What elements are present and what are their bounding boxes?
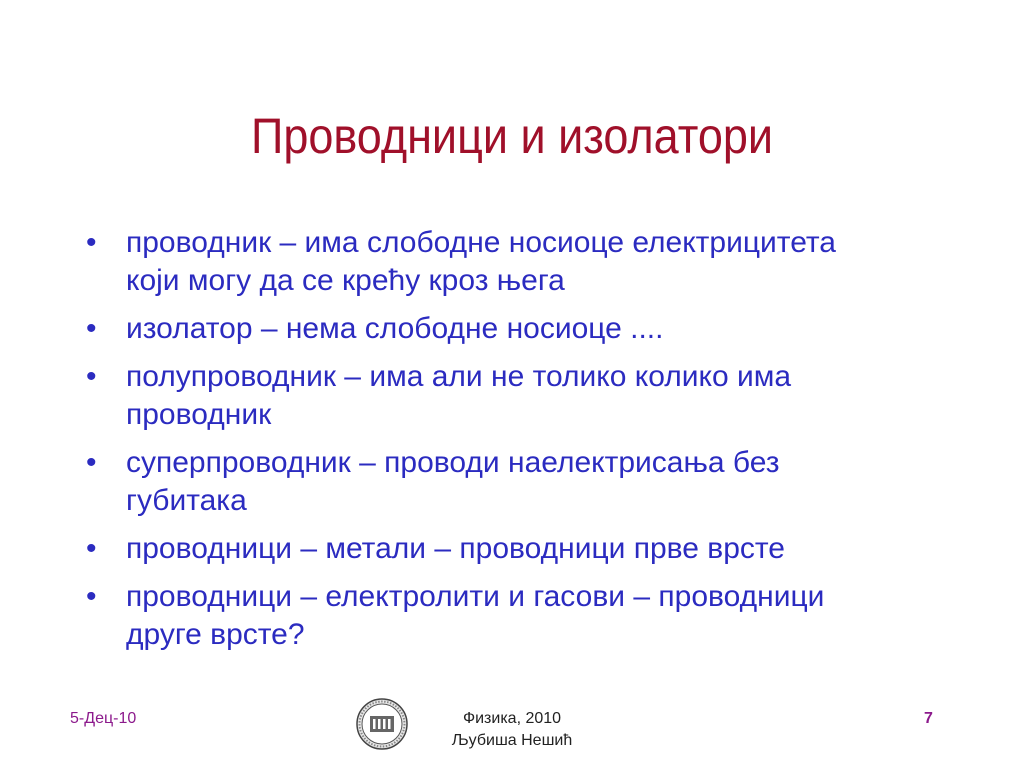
footer-author: Љубиша Нешић	[451, 732, 573, 749]
bullet-item	[86, 224, 966, 300]
footer-date: 5-Дец-10	[70, 710, 137, 727]
bullet-text-line2: губитака	[126, 484, 247, 517]
bullet-text-line2: који могу да се крећу кроз њега	[126, 264, 565, 297]
bullet-item	[86, 578, 966, 654]
bullet-item	[86, 310, 966, 348]
bullet-text-line1: проводници – електролити и гасови – проводници	[126, 580, 825, 613]
bullet-item	[86, 358, 966, 434]
page-number: 7	[924, 710, 933, 727]
bullet-list	[86, 224, 966, 664]
bullet-marker: •	[86, 532, 97, 565]
university-seal-icon	[356, 698, 408, 750]
bullet-text-line1: изолатор – нема слободне носиоце ....	[126, 312, 664, 345]
bullet-text-line2: друге врсте?	[126, 618, 305, 651]
bullet-marker: •	[86, 360, 97, 393]
bullet-marker: •	[86, 312, 97, 345]
bullet-text-line1: полупроводник – има али не толико колико има	[126, 360, 792, 393]
footer-course: Физика, 2010	[462, 710, 562, 727]
bullet-text-line1: проводници – метали – проводници прве врсте	[126, 532, 785, 565]
bullet-item	[86, 444, 966, 520]
bullet-text-line2: проводник	[126, 398, 272, 431]
footer-course-info	[412, 708, 612, 752]
bullet-item	[86, 530, 966, 568]
bullet-text-line1: проводник – има слободне носиоце електрицитета	[126, 226, 836, 259]
bullet-marker: •	[86, 226, 97, 259]
bullet-marker: •	[86, 580, 97, 613]
slide-title: Проводници и изолатори	[250, 108, 774, 164]
bullet-marker: •	[86, 446, 97, 479]
bullet-text-line1: суперпроводник – проводи наелектрисања без	[126, 446, 780, 479]
